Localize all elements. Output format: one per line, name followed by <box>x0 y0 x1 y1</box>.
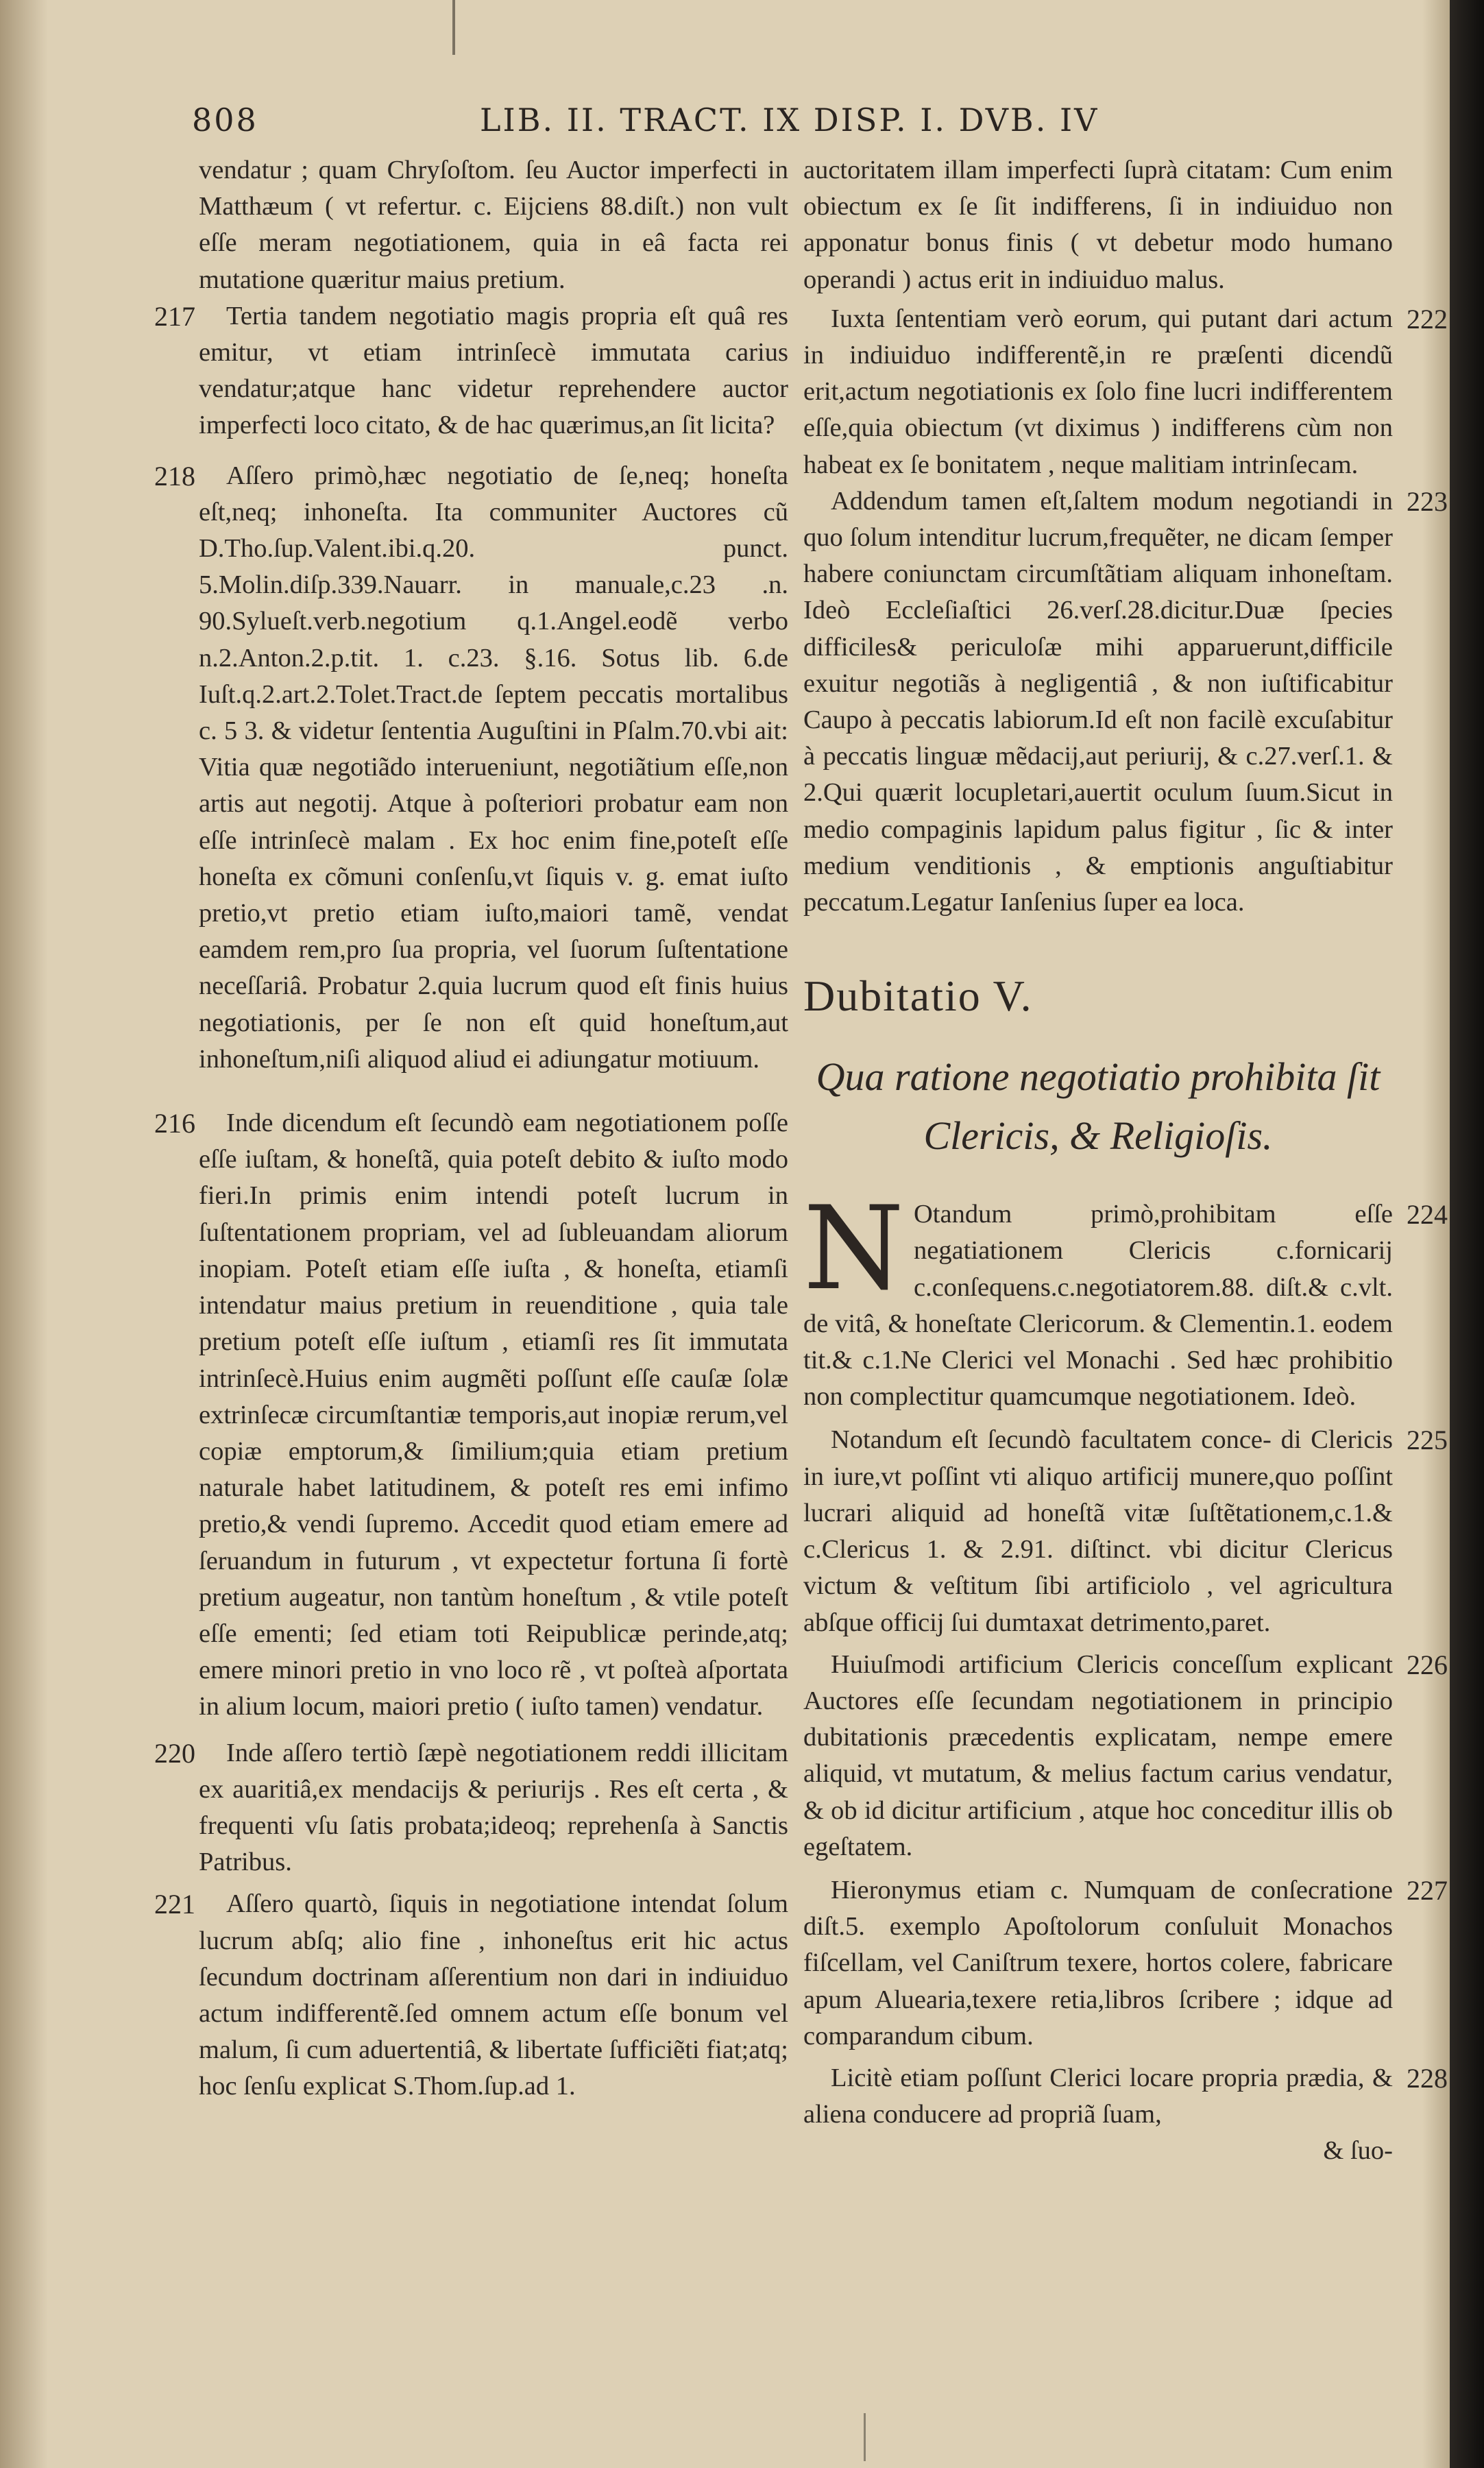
paragraph-number: 222 <box>1407 303 1448 335</box>
paragraph-220 <box>154 1735 788 1881</box>
paragraph-number: 223 <box>1407 485 1448 517</box>
book-edge <box>1450 0 1484 2468</box>
binding-thread <box>452 0 455 55</box>
paragraph-text: Aſſero quartò, ſiquis in negotiatione intendat ſolum lucrum abſq; alio fine , inhoneſtus erit hic actus ſecundum doctrinam aſſerentium non dari in indiuiduo actum indifferentẽ.ſed omnem actum eſſe bonum vel malum, ſi cum aduertentiâ, & libertate ſufficiẽti fiat;atq; hoc ſenſu explicat S.Thom.ſup.ad 1. <box>199 1889 788 2101</box>
paragraph-number: 227 <box>1407 1874 1448 1906</box>
paragraph-number: 217 <box>154 300 195 332</box>
paragraph-text: Otandum primò,prohibitam eſſe negatiationem Clericis c.fornicarij c.conſequens.c.negotiatorem.88. diſt.& c.vlt. de vitâ, & honeſtate Clericorum. & Clementin.1. eodem tit.& c.1.Ne Clerici vel Monachi . Sed hæc prohibitio non complectitur quamcumque negotiationem. Ideò. <box>803 1200 1393 1412</box>
catchword-line <box>803 2133 1393 2169</box>
paragraph-number: 226 <box>1407 1649 1448 1680</box>
paragraph-text: Notandum eſt ſecundò facultatem conce- di Clericis in iure,vt poſſint vti aliquo artificij munere,quo poſſint lucrari aliquid ad honeſtã vitæ ſuſtẽtationem,c.1.& c.Clericus 1. & 2.91. diſtinct. vbi dicitur Clericus victum & veſtitum ſibi artificiolo , vel agricultura abſque officij ſui dumtaxat detrimento,paret. <box>803 1425 1393 1637</box>
paragraph-text: Inde dicendum eſt ſecundò eam negotiationem poſſe eſſe iuſtam, & honeſtã, quia poteſt debito & iuſto modo fieri.In primis enim intendi poteſt lucrum in ſuſtentationem propriam, vel ad ſubleuandam aliorum inopiam. Poteſt etiam eſſe iuſta , & honeſta, etiamſi intendatur maius pretium in reuenditione , quia tale pretium poteſt eſſe iuſtum , etiamſi res ſit immutata intrinſecè.Huius enim augmẽti poſſunt eſſe cauſæ ſolæ extrinſecæ circumſtantiæ temporis,aut inopiæ rerum,vel copiæ emptorum,& ſimilium;quia etiam pretium naturale habet latitudinem, & poteſt res emi infimo pretio,& vendi ſupremo. Accedit quod etiam emere ad ſeruandum in futurum , vt expectetur fortuna ſi fortè pretium augeatur, non tantùm honeſtum , & vtile poteſt eſſe ementi; ſed etiam toti Reipublicæ perinde,atq; emere minori pretio in vno loco rẽ , vt poſteà aſportata in alium locum, maiori pretio ( iuſto tamen) vendatur. <box>199 1109 788 1721</box>
running-title: LIB. II. TRACT. IX DISP. I. DVB. IV <box>480 101 1099 138</box>
paragraph-number: 221 <box>154 1889 195 1920</box>
paragraph-number: 228 <box>1407 2062 1448 2094</box>
paragraph-continued <box>803 152 1393 298</box>
paper-mark <box>864 2413 886 2461</box>
catchword: & ſuo- <box>1323 2136 1393 2166</box>
paragraph-217 <box>154 298 788 444</box>
paragraph-224 <box>803 1181 1448 1415</box>
paragraph-text: Tertia tandem negotiatio magis propria eſt quâ res emitur, vt etiam intrinſecè immutata carius vendatur;atque hanc videtur reprehendere auctor imperfecti loco citato, & de hac quærimus,an ſit licita? <box>199 301 788 440</box>
paragraph-226 <box>803 1647 1448 1865</box>
paragraph-number: 216 <box>154 1108 195 1139</box>
left-column <box>154 152 788 2105</box>
paragraph-216 <box>154 1105 788 1725</box>
section-title: Dubitatio V. <box>803 971 1033 1021</box>
paragraph-continued <box>199 152 788 298</box>
section-subtitle: Qua ratione negotiatio prohibita ſit Clericis, & Religioſis. <box>816 1054 1380 1159</box>
paragraph-number: 218 <box>154 460 195 492</box>
paragraph-text: Iuxta ſententiam verò eorum, qui putant dari actum in indiuiduo indifferentẽ,in re præſenti dicendũ erit,actum negotiationis ex ſolo fine lucri indifferentem eſſe,quia obiectum (vt diximus ) indifferens cùm non habeat ex ſe bonitatem , neque malitiam intrinſecam. <box>803 304 1393 479</box>
paragraph-223 <box>803 483 1448 921</box>
paragraph-number: 225 <box>1407 1425 1448 1456</box>
paragraph-text: Licitè etiam poſſunt Clerici locare propria prædia, & aliena conducere ad propriã ſuam, <box>803 2063 1393 2129</box>
paragraph-221 <box>154 1886 788 2105</box>
paragraph-text: Huiuſmodi artificium Clericis conceſſum explicant Auctores eſſe ſecundam negotiationem in principio dubitationis præcedentis explicatam, nempe emere aliquid, vt mutatum, & melius factum carius vendatur, & ob id dicitur artificium , atque hoc conceditur illis ob egeſtatem. <box>803 1649 1393 1861</box>
drop-cap: N <box>803 1181 904 1316</box>
paragraph-text: Addendum tamen eſt,ſaltem modum negotiandi in quo ſolum intenditur lucrum,frequẽter, ne dicam ſemper habere coniunctam circumſtãtiam aliquam inhoneſtam. Ideò Eccleſiaſtici 26.verſ.28.dicitur.Duæ ſpecies difficiles& periculoſæ mihi apparuerunt,difficile exuitur negotiãs à negligentiâ , & non iuſtificabitur Caupo à peccatis labiorum.Id eſt non facilè excuſabitur à peccatis linguæ mẽdacij,aut periurij, & c.27.verſ.1. & 2.Qui quærit locupletari,auertit oculum ſuum.Sicut in medio compaginis lapidum palus figitur , ſic & inter medium venditionis , & emptionis anguſtiabitur peccatum.Legatur Ianſenius ſuper ea loca. <box>803 486 1393 917</box>
paragraph-number: 220 <box>154 1737 195 1769</box>
page-number: 808 <box>192 101 258 138</box>
paragraph-218 <box>154 458 788 1078</box>
paragraph-225 <box>803 1422 1448 1641</box>
paragraph-text: Aſſero primò,hæc negotiatio de ſe,neq; honeſta eſt,neq; inhoneſta. Ita communiter Auctores cũ D.Tho.ſup.Valent.ibi.q.20. punct. 5.Molin.diſp.339.Nauarr. in manuale,c.23 .n. 90.Sylueſt.verb.negotium q.1.Angel.eodẽ verbo n.2.Anton.2.p.tit. 1. c.23. §.16. Sotus lib. 6.de Iuſt.q.2.art.2.Tolet.Tract.de ſeptem peccatis mortalibus c. 5 3. & videtur ſententia Auguſtini in Pſalm.70.vbi ait: Vitia quæ negotiãdo interueniunt, negotiãtium eſſe,non artis aut negotij. Atque à poſteriori probatur eam non eſſe intrinſecè malam . Ex hoc enim fine,poteſt eſſe honeſta ex cõmuni conſenſu,vt ſiquis v. g. emat iuſto pretio,vt pretio etiam iuſto,maiori tamẽ, vendat eamdem rem,pro ſua propria, vel ſuorum ſuſtentatione neceſſariâ. Probatur 2.quia lucrum quod eſt finis huius negotiationis, per ſe non eſt quid honeſtum,aut inhoneſtum,niſi aliquod aliud ei adiungatur motiuum. <box>199 461 788 1074</box>
paragraph-text: Inde aſſero tertiò ſæpè negotiationem reddi illicitam ex auaritiâ,ex mendacijs & periurijs . Res eſt certa , & frequenti vſu ſatis probata;ideoq; reprehenſa à Sanctis Patribus. <box>199 1738 788 1877</box>
running-header <box>192 101 1391 149</box>
paragraph-222 <box>803 301 1448 483</box>
paragraph-text: Hieronymus etiam c. Numquam de conſecratione diſt.5. exemplo Apoſtolorum conſuluit Monachos fiſcellam, vel Caniſtrum texere, hortos colere, fabricare apum Aluearia,texere retia,libros ſcribere ; idque ad comparandum cibum. <box>803 1875 1393 2050</box>
paragraph-227 <box>803 1872 1448 2055</box>
paragraph-text: vendatur ; quam Chryſoſtom. ſeu Auctor imperfecti in Matthæum ( vt refertur. c. Eijciens 88.diſt.) non vult eſſe meram negotiationem, quia in eâ facta rei mutatione quæritur maius pretium. <box>199 156 788 294</box>
page-edge-shadow <box>1422 0 1450 2468</box>
paragraph-text: auctoritatem illam imperfecti ſuprà citatam: Cum enim obiectum ex ſe ſit indifferens, ſi in indiuiduo non apponatur bonus finis ( vt debetur modo humano operandi ) actus erit in indiuiduo malus. <box>803 156 1393 294</box>
right-column <box>803 152 1448 2170</box>
paragraph-number: 224 <box>1407 1199 1448 1231</box>
gutter-shadow <box>0 0 48 2468</box>
paragraph-228 <box>803 2060 1448 2133</box>
